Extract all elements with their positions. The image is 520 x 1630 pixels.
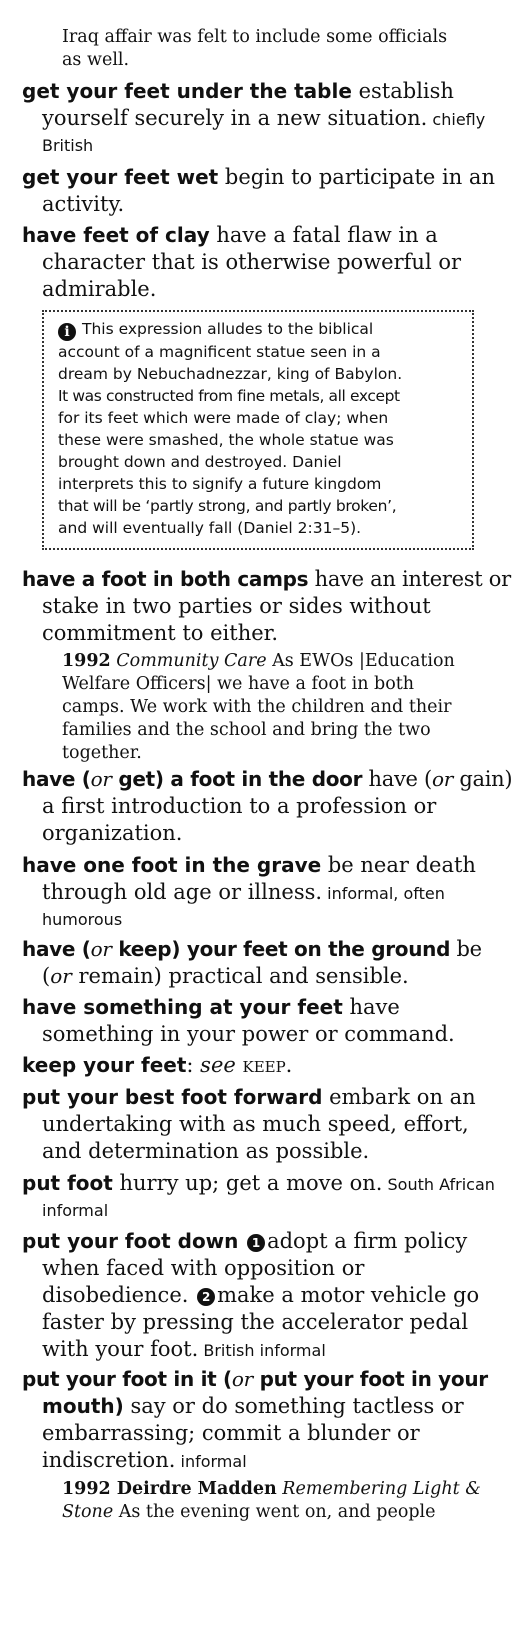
citation-source: Community Care xyxy=(110,651,267,671)
definition: admirable. xyxy=(42,277,157,301)
definition: ( xyxy=(42,964,51,988)
definition: commitment to either. xyxy=(42,621,279,645)
info-line: This expression alludes to the biblical xyxy=(82,320,374,338)
citation-text: together. xyxy=(62,743,142,763)
citation-community-care xyxy=(62,650,502,765)
definition: with your foot. xyxy=(42,1337,199,1361)
entry-feet-on-the-ground xyxy=(22,936,502,990)
info-line: dream by Nebuchadnezzar, king of Babylon. xyxy=(58,365,403,383)
citation-year: 1992 xyxy=(62,651,111,671)
citation-text: camps. We work with the children and their xyxy=(62,697,452,717)
entry-foot-in-the-grave xyxy=(22,852,502,931)
entry-feet-under-table xyxy=(22,78,502,157)
headword: have ( xyxy=(22,937,91,961)
definition: disobedience. xyxy=(42,1283,189,1307)
headword: mouth) xyxy=(42,1394,124,1418)
headword: put your foot in it ( xyxy=(22,1367,232,1391)
info-line: account of a magnificent statue seen in a xyxy=(58,343,381,361)
headword: have a foot in both camps xyxy=(22,567,309,591)
definition: and determination as possible. xyxy=(42,1139,370,1163)
definition: begin to participate in an xyxy=(218,165,495,189)
definition: embarrassing; commit a blunder or xyxy=(42,1421,420,1445)
usage-label: chiefly xyxy=(427,110,486,129)
definition: yourself securely in a new situation. xyxy=(42,106,428,130)
headword: get your feet under the table xyxy=(22,79,352,103)
definition: faster by pressing the accelerator pedal xyxy=(42,1310,469,1334)
sense-number-1: 1 xyxy=(247,1234,265,1252)
citation-source: Remembering Light & xyxy=(276,1479,481,1499)
citation-author: Deirdre Madden xyxy=(110,1479,277,1499)
info-box-text xyxy=(58,318,478,539)
definition: activity. xyxy=(42,192,125,216)
info-line: these were smashed, the whole statue was xyxy=(58,431,394,449)
definition: indiscretion. xyxy=(42,1448,176,1472)
usage-label: informal, often xyxy=(322,884,445,903)
see-label: see xyxy=(200,1053,236,1077)
entry-feet-of-clay xyxy=(22,222,502,303)
or-label: or xyxy=(431,767,453,791)
headword: keep your feet xyxy=(22,1053,187,1077)
citation-continuation xyxy=(62,26,502,72)
usage-label: British informal xyxy=(198,1341,326,1360)
usage-label: South African xyxy=(382,1175,495,1194)
headword: get your feet wet xyxy=(22,165,219,189)
or-label: or xyxy=(231,1367,253,1391)
definition: say or do something tactless or xyxy=(123,1394,464,1418)
definition: have a fatal flaw in a xyxy=(209,223,438,247)
info-line: that will be ‘partly strong, and partly broken’, xyxy=(58,497,397,515)
entry-put-your-foot-down xyxy=(22,1228,502,1364)
definition: be xyxy=(450,937,482,961)
or-label: or xyxy=(90,767,112,791)
entry-put-your-foot-in-it xyxy=(22,1366,502,1475)
headword: have one foot in the grave xyxy=(22,853,322,877)
definition: be near death xyxy=(321,853,476,877)
info-line: It was constructed from fine metals, all except xyxy=(58,387,400,405)
entry-best-foot-forward xyxy=(22,1084,502,1165)
info-line: brought down and destroyed. Daniel xyxy=(58,453,342,471)
entry-foot-in-the-door xyxy=(22,766,513,847)
definition: character that is otherwise powerful or xyxy=(42,250,462,274)
citation-source: Stone xyxy=(62,1502,114,1522)
headword: keep) your feet on the ground xyxy=(111,937,451,961)
info-icon: i xyxy=(58,323,76,341)
headword: have feet of clay xyxy=(22,223,210,247)
headword: put your foot in your xyxy=(252,1367,488,1391)
definition: hurry up; get a move on. xyxy=(112,1171,383,1195)
definition: something in your power or command. xyxy=(42,1022,455,1046)
info-line: and will eventually fall (Daniel 2:31–5). xyxy=(58,519,362,537)
cross-reference[interactable]: keep. xyxy=(235,1053,293,1077)
definition: make a motor vehicle go xyxy=(217,1283,480,1307)
text-line: Iraq affair was felt to include some officials xyxy=(62,27,448,47)
definition: stake in two parties or sides without xyxy=(42,594,431,618)
headword: put foot xyxy=(22,1171,113,1195)
entry-something-at-your-feet xyxy=(22,994,502,1048)
headword: get) a foot in the door xyxy=(111,767,363,791)
definition: have an interest or xyxy=(308,567,511,591)
usage-label: informal xyxy=(42,1201,109,1220)
definition: adopt a firm policy xyxy=(267,1229,468,1253)
headword: have something at your feet xyxy=(22,995,343,1019)
definition: organization. xyxy=(42,821,183,845)
definition: have ( xyxy=(362,767,432,791)
usage-label: informal xyxy=(175,1452,247,1471)
definition: embark on an xyxy=(322,1085,476,1109)
headword: put your best foot forward xyxy=(22,1085,323,1109)
citation-text: families and the school and bring the two xyxy=(62,720,431,740)
definition: have xyxy=(342,995,400,1019)
info-line: for its feet which were made of clay; when xyxy=(58,409,389,427)
citation-year: 1992 xyxy=(62,1479,111,1499)
info-line: interprets this to signify a future kingdom xyxy=(58,475,382,493)
entry-foot-in-both-camps xyxy=(22,566,511,647)
entry-keep-your-feet xyxy=(22,1052,502,1079)
definition: through old age or illness. xyxy=(42,880,323,904)
entry-put-foot xyxy=(22,1170,502,1222)
entry-feet-wet xyxy=(22,164,502,218)
headword: put your foot down xyxy=(22,1229,239,1253)
headword: have ( xyxy=(22,767,91,791)
definition: undertaking with as much speed, effort, xyxy=(42,1112,469,1136)
sense-number-2: 2 xyxy=(197,1288,215,1306)
citation-text: As EWOs |Education xyxy=(266,651,455,671)
citation-madden xyxy=(62,1478,502,1524)
definition: a first introduction to a profession or xyxy=(42,794,437,818)
punctuation: : xyxy=(186,1053,201,1077)
definition: when faced with opposition or xyxy=(42,1256,365,1280)
text-line: as well. xyxy=(62,50,130,70)
usage-label: British xyxy=(42,136,94,155)
citation-text: Welfare Officers| we have a foot in both xyxy=(62,674,415,694)
definition: remain) practical and sensible. xyxy=(71,964,409,988)
or-label: or xyxy=(50,964,72,988)
definition: gain) xyxy=(452,767,513,791)
or-label: or xyxy=(90,937,112,961)
citation-text: As the evening went on, and people xyxy=(113,1502,436,1522)
usage-label: humorous xyxy=(42,910,123,929)
definition: establish xyxy=(351,79,454,103)
